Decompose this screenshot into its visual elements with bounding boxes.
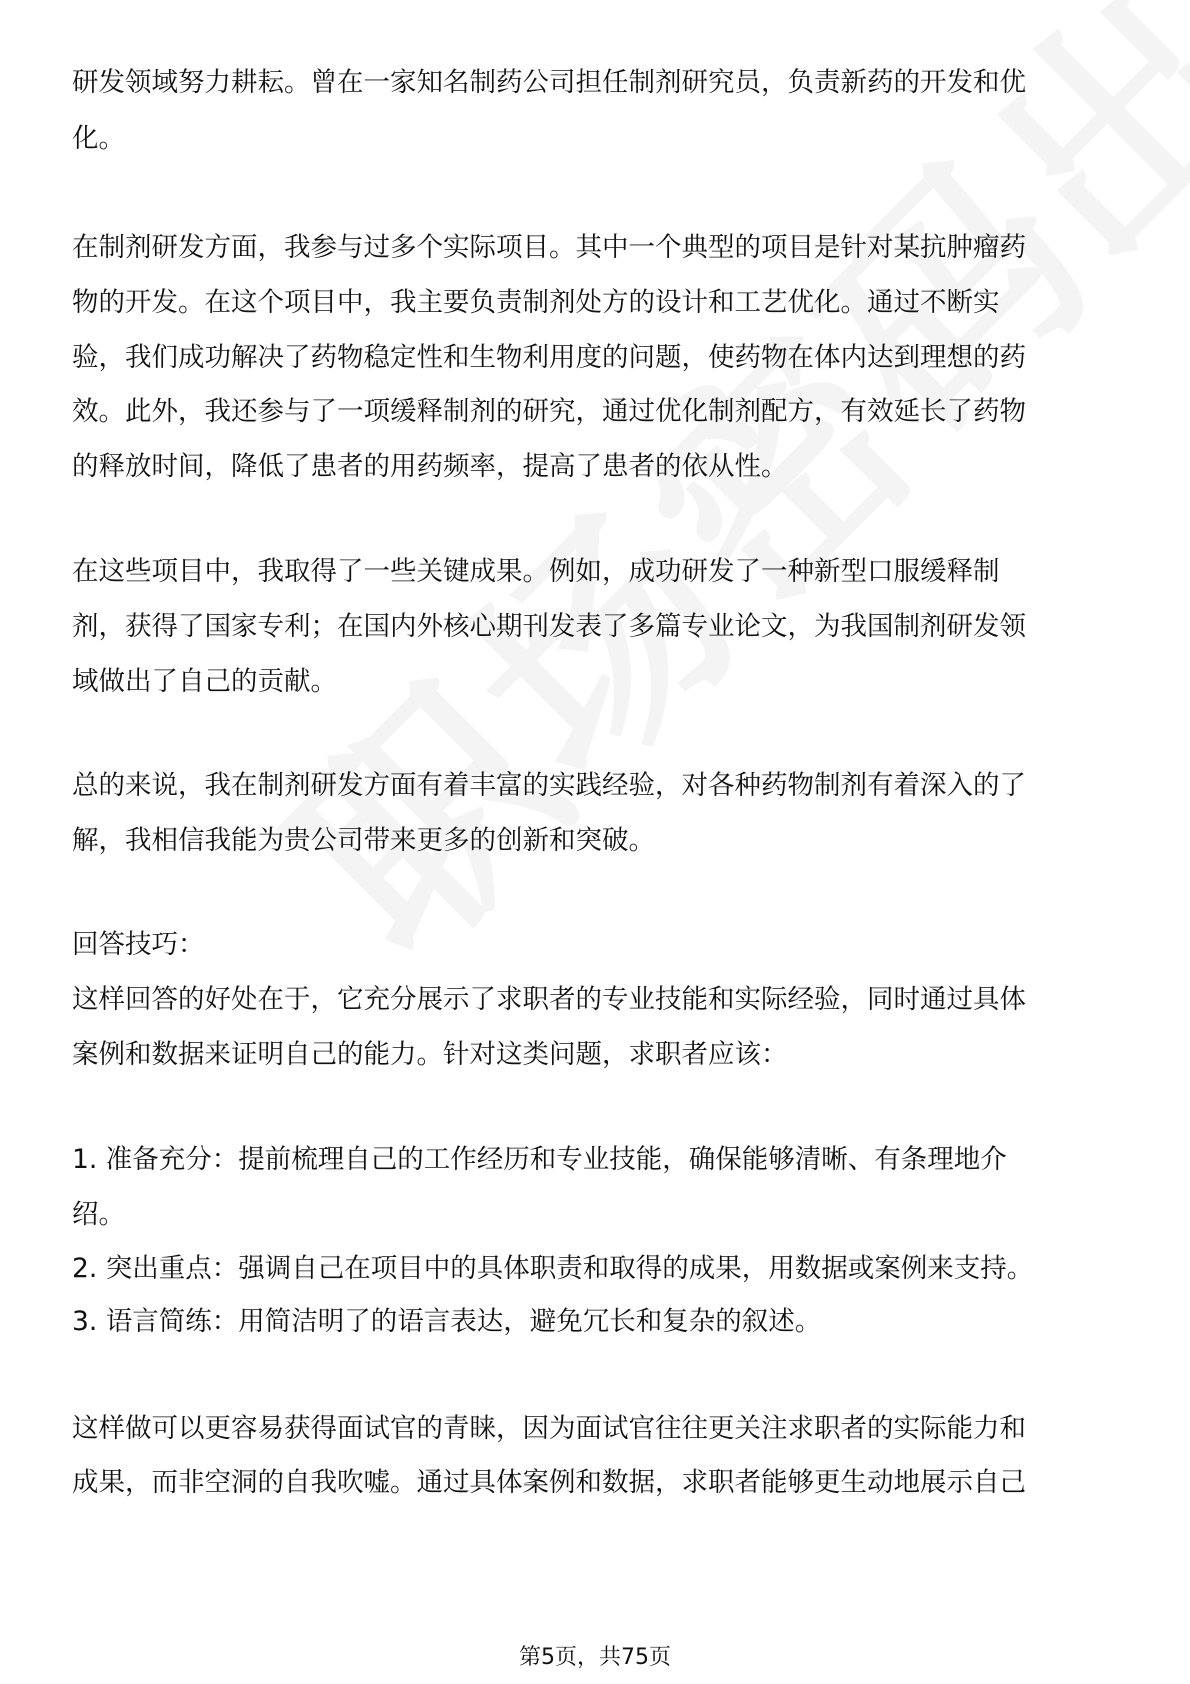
paragraph-line: 解，我相信我能为贵公司带来更多的创新和突破。 (72, 825, 655, 856)
paragraph-line: 化。 (72, 123, 125, 154)
paragraph-line: 成果，而非空洞的自我吹嘘。通过具体案例和数据，求职者能够更生动地展示自己 (72, 1467, 1026, 1498)
paragraph-line: 剂，获得了国家专利；在国内外核心期刊发表了多篇专业论文，为我国制剂研发领 (72, 611, 1026, 642)
paragraph-line: 效。此外，我还参与了一项缓释制剂的研究，通过优化制剂配方，有效延长了药物 (72, 396, 1026, 427)
list-item: 1. 准备充分：提前梳理自己的工作经历和专业技能，确保能够清晰、有条理地介 (72, 1144, 1007, 1175)
paragraph-line: 在制剂研发方面，我参与过多个实际项目。其中一个典型的项目是针对某抗肿瘤药 (72, 232, 1026, 263)
section-heading: 回答技巧： (72, 929, 205, 960)
paragraph-line: 验，我们成功解决了药物稳定性和生物利用度的问题，使药物在体内达到理想的药 (72, 342, 1026, 373)
paragraph-line: 这样回答的好处在于，它充分展示了求职者的专业技能和实际经验，同时通过具体 (72, 984, 1026, 1015)
paragraph-line: 物的开发。在这个项目中，我主要负责制剂处方的设计和工艺优化。通过不断实 (72, 287, 1000, 318)
paragraph-line: 总的来说，我在制剂研发方面有着丰富的实践经验，对各种药物制剂有着深入的了 (72, 770, 1026, 801)
paragraph-line: 案例和数据来证明自己的能力。针对这类问题，求职者应该： (72, 1039, 788, 1070)
paragraph-line: 在这些项目中，我取得了一些关键成果。例如，成功研发了一种新型口服缓释制 (72, 556, 1000, 587)
paragraph-line: 域做出了自己的贡献。 (72, 666, 337, 697)
list-item: 绍。 (72, 1199, 125, 1230)
paragraph-line: 研发领域努力耕耘。曾在一家知名制药公司担任制剂研究员，负责新药的开发和优 (72, 67, 1026, 98)
list-item: 2. 突出重点：强调自己在项目中的具体职责和取得的成果，用数据或案例来支持。 (72, 1253, 1034, 1284)
paragraph-line: 这样做可以更容易获得面试官的青睐，因为面试官往往更关注求职者的实际能力和 (72, 1413, 1026, 1444)
list-item: 3. 语言简练：用简洁明了的语言表达，避免冗长和复杂的叙述。 (72, 1306, 822, 1337)
watermark (210, 0, 1190, 1014)
page-number-footer: 第5页，共75页 (519, 1645, 671, 1670)
paragraph-line: 的释放时间，降低了患者的用药频率，提高了患者的依从性。 (72, 451, 788, 482)
